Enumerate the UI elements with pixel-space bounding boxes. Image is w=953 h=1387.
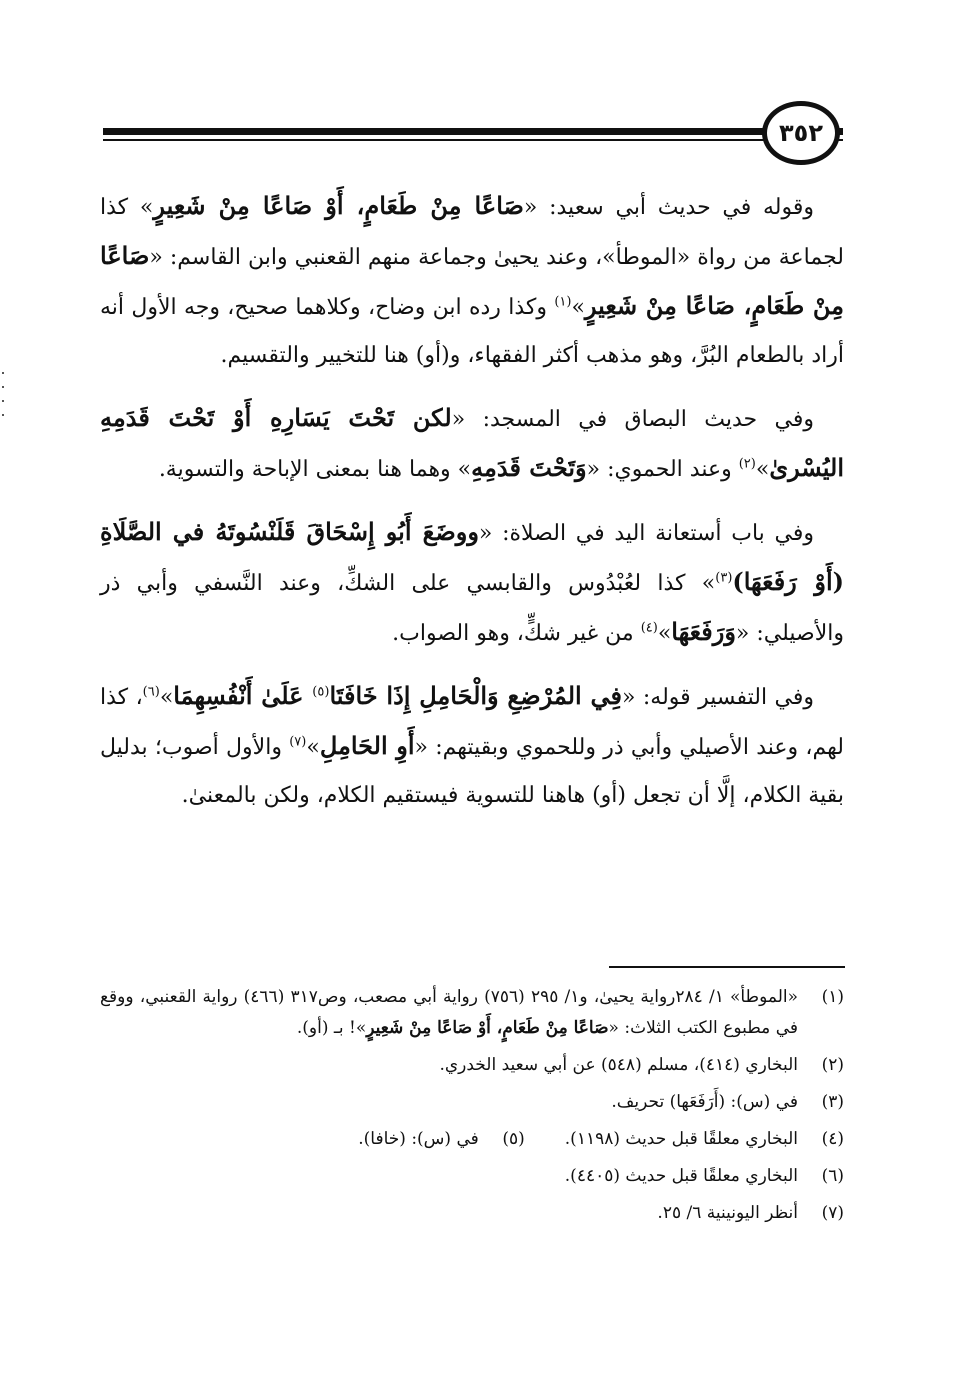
footnotes (100, 982, 844, 1235)
text-segment: وفي حديث البصاق في المسجد: « (451, 407, 814, 432)
paragraph (100, 508, 844, 658)
text-segment: » (657, 621, 672, 646)
footnote-text: في (س): (خافا). (358, 1129, 479, 1149)
text-segment: » (755, 457, 770, 482)
footnote-4 (565, 1124, 844, 1155)
footnote-6 (100, 1161, 844, 1192)
footnote-number: (١) (821, 987, 844, 1007)
footnote-text (100, 982, 798, 1044)
footnote-ref: (٢) (738, 456, 756, 472)
footnote-text: البخاري (٤١٤)، مسلم (٥٤٨) عن أبي سعيد الخدري. (439, 1055, 798, 1075)
quoted-hadith: صَاعًا مِنْ طَعَامٍ، أَوْ صَاعًا مِنْ شَعِيرٍ (153, 191, 524, 220)
quoted-hadith: لكن تَحْتَ يَسَارِهِ أَوْ تَحْتَ قَدَمِهِ اليُسْرىٰ (100, 403, 844, 482)
margin-dots (2, 372, 6, 428)
footnote-number: (٥) (502, 1129, 525, 1149)
text-segment: ، كذا لهم، وعند الأصيلي وأبي ذر وللحموي وبقيتهم: « (100, 685, 844, 760)
quoted-hadith: وَتَحْتَ قَدَمِهِ (471, 453, 587, 482)
footnote-number: (٣) (821, 1092, 844, 1112)
quoted-hadith: عَلَىٰ أَنْفُسِهِمَا (173, 681, 313, 710)
footnote-quote: صَاعًا مِنْ طَعَامٍ، أَوْ صَاعًا مِنْ شَعِيرٍ (366, 1018, 609, 1038)
text-segment: » (159, 685, 174, 710)
header-rule-thin (103, 139, 843, 141)
footnote-text: البخاري معلقًا قبل حديث (٤٤٠٥). (564, 1166, 798, 1186)
text-segment: وكذا رده ابن وضاح، وكلاهما صحيح، وجه الأول أنه أراد بالطعام البُرَّ، وهو مذهب أكثر الفقهاء، و(أو) هنا للتخيير والتقسيم. (100, 295, 844, 368)
page-number: ٣٥٢ (762, 101, 840, 165)
footnote-text: البخاري معلقًا قبل حديث (١١٩٨). (564, 1129, 798, 1149)
text-segment: » وهما هنا بمعنى الإباحة والتسوية. (158, 457, 472, 482)
footnote-1 (100, 982, 844, 1044)
text-segment: من غير شكٍّ، وهو الصواب. (392, 621, 641, 646)
footnote-ref: (٧) (289, 734, 307, 750)
paragraph (100, 672, 844, 820)
quoted-hadith: فِي المُرْضِعِ وَالْحَامِلِ إِذَا خَافَتَا (329, 681, 622, 710)
text-segment: » كذا لجماعة من رواة «الموطأ»، وعند يحيىٰ وجماعة منهم القعنبي وابن القاسم: « (100, 195, 844, 270)
quoted-hadith: صَاعًا مِنْ طَعَامٍ، صَاعًا مِنْ شَعِيرٍ (100, 241, 845, 320)
quoted-hadith: وَرَفَعَهَا (671, 617, 736, 646)
footnote-number: (٤) (821, 1129, 844, 1149)
text-segment: وعند الحموي: « (586, 457, 739, 482)
footnote-number: (٢) (821, 1055, 844, 1075)
footnote-row-4-5 (100, 1124, 844, 1161)
footnote-number: (٧) (821, 1203, 844, 1223)
header-rule-thick (103, 128, 843, 135)
footnote-2 (100, 1050, 844, 1081)
footnote-7 (100, 1198, 844, 1229)
footnote-ref: (١) (554, 294, 572, 310)
footnote-text: في (س): (أَرَفَعَها) تحريف. (611, 1092, 798, 1112)
footnote-number: (٦) (821, 1166, 844, 1186)
footnote-3 (100, 1087, 844, 1118)
footnote-ref: (٦) (142, 684, 160, 700)
quoted-hadith: ووضَعَ أَبُو إِسْحَاقَ قَلَنْسُوتَهُ في الصَّلَاةِ (أَوْ رَفَعَهَا) (100, 517, 845, 596)
footnote-ref: (٣) (715, 570, 733, 586)
footnote-5 (358, 1124, 525, 1155)
main-text (100, 182, 844, 834)
footnote-ref: (٥) (312, 684, 330, 700)
footnote-text-part: »! بـ (أو). (296, 1018, 367, 1038)
text-segment: » كذا لعُبْدُوس والقابسي على الشكِّ، وعند النَّسفي وأبي ذر والأصيلي: « (100, 571, 844, 646)
text-segment: وفي باب أستعانة اليد في الصلاة: « (478, 521, 814, 546)
paragraph (100, 394, 844, 494)
text-segment: وقوله في حديث أبي سعيد: « (523, 195, 815, 220)
footnote-separator (609, 966, 845, 968)
text-segment: » (306, 735, 320, 760)
footnote-text-part: «الموطأ» ١/ ٢٨٤رواية يحيىٰ، و١/ ٢٩٥ (٧٥٦) رواية أبي مصعب، وص٣١٧ (٤٦٦) رواية القعنبي، ووقع في مطبوع الكتب الثلاث: « (100, 987, 799, 1038)
text-segment: وفي التفسير قوله: « (621, 685, 814, 710)
text-segment: » (571, 295, 585, 320)
page-header (103, 98, 843, 168)
footnote-ref: (٤) (640, 620, 658, 636)
quoted-hadith: أَوِ الحَامِلِ (319, 731, 415, 760)
text-segment: والأول أصوب؛ بدليل بقية الكلام، إلَّا أن تجعل (أو) هاهنا للتسوية فيستقيم الكلام، ولكن بالمعنىٰ. (100, 735, 844, 808)
paragraph (100, 182, 844, 380)
footnote-text: أنظر اليونينية ٦/ ٢٥. (657, 1203, 798, 1223)
